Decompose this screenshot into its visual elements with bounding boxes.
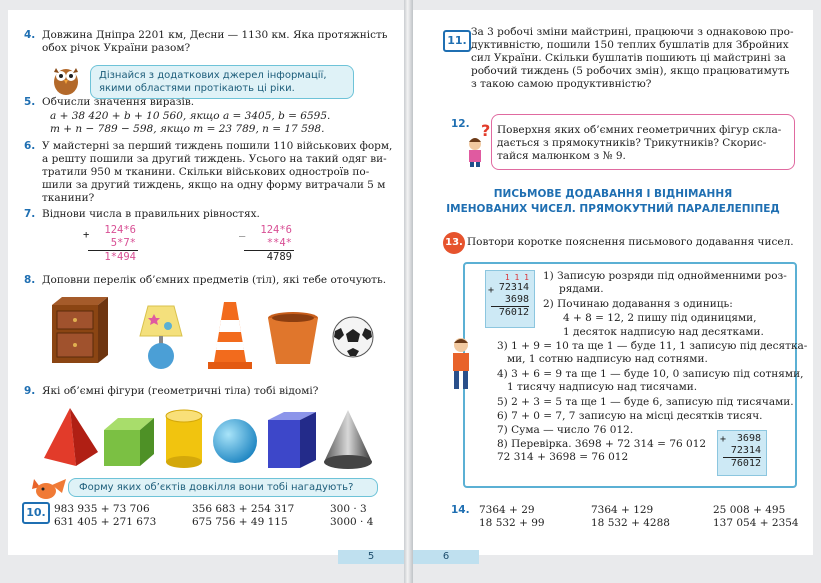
section-title-line-1: ПИСЬМОВЕ ДОДАВАННЯ І ВІДНІМАННЯ [493, 188, 733, 200]
check-column [717, 430, 767, 476]
check-sum: 76012 [723, 457, 761, 470]
nightstand-image [48, 295, 112, 367]
task-4-hint-2: якими областями протікають ці ріки. [99, 83, 295, 94]
task-6-line-1: У майстерні за перший тиждень пошили 110 військових форм, [42, 140, 393, 152]
task-6-line-3: тратили 950 м тканини. Скільки військових одностроїв по- [42, 166, 370, 178]
step-2: 2) Починаю додавання з одиниць: [543, 298, 733, 310]
task-10-badge: 10. [22, 502, 50, 524]
task-5-number: 5. [24, 96, 36, 108]
traffic-cone-image [206, 300, 254, 372]
equation-b-line-1: 124*6 [260, 224, 292, 236]
lamp-image [136, 302, 186, 372]
cube-image [100, 416, 158, 468]
step-8-cont: 72 314 + 3698 = 76 012 [497, 451, 629, 463]
task-5-text: Обчисли значення виразів. [42, 96, 195, 108]
flowerpot-image [266, 310, 320, 368]
task-14-r2-c3: 137 054 + 2354 [713, 517, 799, 529]
task-4-hint [90, 65, 354, 99]
task-6-line-2: а решту пошили за другий тиждень. Усього на такий одяг ви- [42, 153, 387, 165]
task-9-number: 9. [24, 385, 36, 397]
plus-sign: + [488, 285, 495, 296]
prism-image [264, 410, 320, 470]
task-6-number: 6. [24, 140, 36, 152]
carry-digits: 1 1 1 [504, 273, 529, 282]
pyramid-image [40, 406, 102, 468]
equation-a [83, 224, 138, 264]
step-7: 7) Сума — число 76 012. [497, 424, 634, 436]
equation-b [239, 224, 294, 264]
sphere-image [210, 416, 260, 466]
addend-1: 72314 [498, 282, 529, 293]
cylinder-image [162, 408, 206, 470]
step-6: 6) 7 + 0 = 7, 7 записую на місці десятків тисяч. [497, 410, 763, 422]
task-4-number: 4. [24, 29, 36, 41]
equation-a-line-1: 124*6 [104, 224, 136, 236]
task-6-line-4: шили за другий тиждень, якщо на одну форму витрачали 5 м [42, 179, 386, 191]
task-14-r1-c3: 25 008 + 495 [713, 504, 786, 516]
fox-icon [28, 473, 68, 503]
task-11-line-1: За 3 робочі зміни майстрині, працюючи з однаковою про- [471, 26, 794, 38]
svg-text:?: ? [481, 122, 491, 140]
task-10-r1-c1: 983 935 + 73 706 [54, 503, 150, 515]
task-7-number: 7. [24, 208, 36, 220]
task-8-text: Доповни перелік об’ємних предметів (тіл), які тебе оточують. [42, 274, 387, 286]
task-11-line-2: дуктивністю, пошили 150 теплих бушлатів для Збройних [471, 39, 789, 51]
page-number-right: 6 [413, 550, 479, 564]
step-8: 8) Перевірка. 3698 + 72 314 = 76 012 [497, 438, 707, 450]
page-number-left: 5 [338, 550, 404, 564]
task-8-number: 8. [24, 274, 36, 286]
task-10-r1-c2: 356 683 + 254 317 [192, 503, 295, 515]
task-9-hint: Форму яких об’єктів довкілля вони тобі нагадують? [68, 478, 378, 497]
equation-a-sign: + [83, 229, 90, 241]
task-11-badge: 11. [443, 30, 471, 52]
task-14-r2-c2: 18 532 + 4288 [591, 517, 670, 529]
addition-column [485, 270, 535, 328]
step-2-cont-1: 4 + 8 = 12, 2 пишу під одиницями, [563, 312, 757, 324]
task-4-text-2: обох річок України разом? [42, 42, 191, 54]
task-5-formula-2: m + n − 789 − 598, якщо m = 23 789, n = 17 598. [50, 123, 325, 135]
task-4-hint-1: Дізнайся з додаткових джерел інформації, [99, 70, 327, 81]
addend-2: 3698 [504, 294, 529, 305]
equation-a-line-3: 1*494 [104, 251, 136, 263]
step-4-cont: 1 тисячу надписую над тисячами. [507, 381, 698, 393]
right-page [413, 10, 813, 562]
task-7-text: Віднови числа в правильних рівностях. [42, 208, 260, 220]
task-14-r2-c1: 18 532 + 99 [479, 517, 545, 529]
equation-b-line-2: **4* [266, 237, 292, 249]
task-12-line-2: дається з прямокутників? Трикутників? Скорис- [497, 137, 767, 149]
task-9-text: Які об’ємні фігури (геометричні тіла) тобі відомі? [42, 385, 319, 397]
task-12-number: 12. [451, 118, 470, 130]
check-addend-1: 3698 [736, 433, 761, 444]
left-page [8, 10, 404, 562]
task-10-r2-c1: 631 405 + 271 673 [54, 516, 157, 528]
step-3-cont: ми, 1 сотню надписую над сотнями. [507, 353, 708, 365]
equation-a-line-2: 5*7* [110, 237, 136, 249]
step-5: 5) 2 + 3 = 5 та ще 1 — буде 6, записую під тисячами. [497, 396, 794, 408]
task-12-line-3: тайся малюнком з № 9. [497, 150, 626, 162]
task-14-number: 14. [451, 504, 470, 516]
task-13-text: Повтори коротке пояснення письмового додавання чисел. [467, 236, 794, 248]
step-2-cont-2: 1 десяток надписую над десятками. [563, 326, 764, 338]
soccer-ball-image [331, 315, 375, 359]
step-1-cont: рядами. [559, 283, 604, 295]
task-14-r1-c1: 7364 + 29 [479, 504, 535, 516]
task-13-badge: 13. [443, 232, 465, 254]
check-plus-sign: + [720, 434, 727, 445]
check-addend-2: 72314 [730, 445, 761, 456]
equation-b-sign: _ [239, 225, 246, 237]
task-11-line-5: з такою самою продуктивністю? [471, 78, 652, 90]
task-11-line-4: робочий тиждень (5 робочих змін), якщо працюватимуть [471, 65, 790, 77]
task-12-line-1: Поверхня яких об’ємних геометричних фігур скла- [497, 124, 782, 136]
section-title-line-2: ІМЕНОВАНИХ ЧИСЕЛ. ПРЯМОКУТНИЙ ПАРАЛЕЛЕПІПЕД [446, 203, 780, 215]
task-10-r2-c2: 675 756 + 49 115 [192, 516, 288, 528]
step-4: 4) 3 + 6 = 9 та ще 1 — буде 10, 0 записую під сотнями, [497, 368, 804, 380]
boy-icon [447, 335, 475, 393]
task-10-r1-c3: 300 · 3 [330, 503, 367, 515]
task-6-line-5: тканини? [42, 192, 95, 204]
task-4-text-1: Довжина Дніпра 2201 км, Десни — 1130 км. Яка протяжність [42, 29, 388, 41]
owl-icon [48, 60, 84, 96]
sum-value: 76012 [491, 306, 529, 319]
task-5-formula-1: a + 38 420 + b + 10 560, якщо a = 3405, b = 6595. [50, 110, 331, 122]
book-gutter [404, 0, 413, 583]
cone-image [320, 408, 376, 472]
task-11-line-3: сил України. Скільки бушлатів пошиють ці майстрині за [471, 52, 786, 64]
step-1: 1) Записую розряди під однойменними роз- [543, 270, 787, 282]
task-10-r2-c3: 3000 · 4 [330, 516, 374, 528]
step-3: 3) 1 + 9 = 10 та ще 1 — буде 11, 1 записую під десятка- [497, 340, 808, 352]
equation-b-line-3: 4789 [266, 251, 292, 263]
task-14-r1-c2: 7364 + 129 [591, 504, 654, 516]
